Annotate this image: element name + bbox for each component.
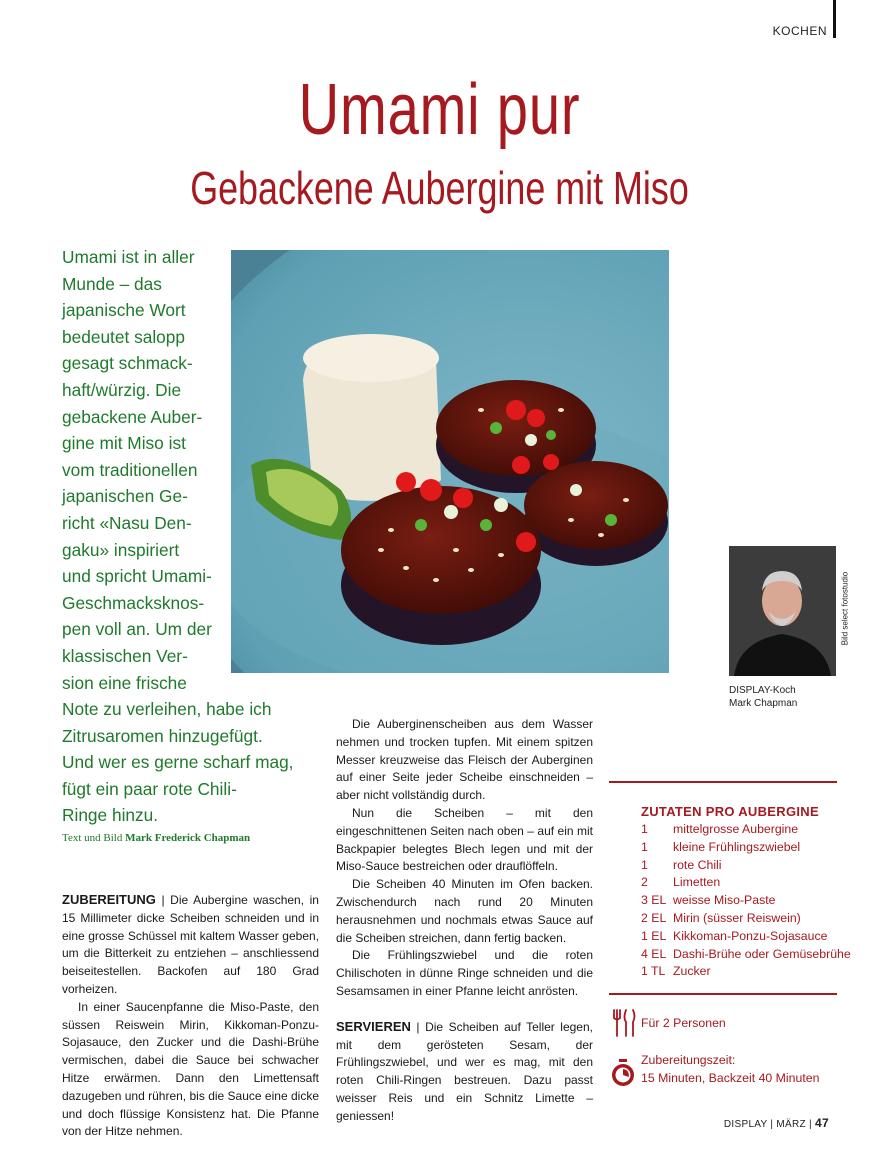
credit-name: Mark Frederick Chapman xyxy=(125,832,251,844)
page-number: 47 xyxy=(815,1116,829,1130)
intro-line: haft/würzig. Die xyxy=(62,379,182,400)
page-title: Umami pur xyxy=(298,70,581,150)
ingredient-name: mittelgrosse Aubergine xyxy=(673,822,799,836)
ingredients-bottom-rule xyxy=(609,993,837,995)
ingredient-row xyxy=(641,910,851,928)
prep-time-value: 15 Minuten, Backzeit 40 Minuten xyxy=(641,1071,820,1085)
intro-line: Zitrusaromen hinzugefügt. xyxy=(62,725,263,746)
serving-paragraph: SERVIEREN | Die Scheiben auf Teller legen, mit dem gerösteten Sesam, der Frühlingszwiebel, und wer es mag, mit den roten Chili-Ringen bestreuen. Dazu passt weisser Reis und ein Schnitz Limette – geniessen! xyxy=(336,1018,593,1123)
ingredient-row xyxy=(641,946,851,964)
ingredient-qty: 2 EL xyxy=(641,910,667,925)
cutlery-icon xyxy=(611,1008,637,1038)
intro-line: Und wer es gerne scharf mag, xyxy=(62,752,294,773)
intro-line: Umami ist in aller xyxy=(62,247,195,267)
intro-line: gaku» inspiriert xyxy=(62,539,180,560)
ingredient-name: Dashi-Brühe oder Gemüsebrühe xyxy=(673,946,851,961)
preparation-paragraph: Die Auberginenscheiben aus dem Wasser nehmen und trocken tupfen. Mit einem spitzen Messer kreuzweise das Fleisch der Auberginen auf einer Seite jeder Scheibe einschneiden – aber nicht vollständig durch. xyxy=(336,717,593,803)
ingredient-qty: 1 xyxy=(641,822,648,836)
serving-heading: SERVIEREN xyxy=(336,1018,411,1034)
ingredient-qty: 1 xyxy=(641,839,648,854)
ingredient-row xyxy=(641,874,851,892)
page-subtitle: Gebackene Aubergine mit Miso xyxy=(190,162,689,214)
author-credit xyxy=(62,832,250,844)
intro-line: Geschmacksknos- xyxy=(62,592,205,613)
ingredient-qty: 1 TL xyxy=(641,964,666,979)
ingredients-top-rule xyxy=(609,781,837,783)
intro-line: Munde – das xyxy=(62,273,162,294)
ingredient-name: weisse Miso-Paste xyxy=(673,893,776,908)
intro-wide xyxy=(62,696,322,829)
ingredient-row xyxy=(641,963,851,981)
serves-text: Für 2 Personen xyxy=(641,1016,726,1030)
photo-credit-text: Bild select fotostudio xyxy=(840,571,850,646)
intro-line: und spricht Umami- xyxy=(62,566,212,587)
preparation-paragraph: Nun die Scheiben – mit den eingeschnittenen Seiten nach oben – auf ein mit Backpapier belegtes Blech legen und mit der Miso-Sauce bestreichen oder drauflöffeln. xyxy=(336,805,593,874)
ingredient-qty: 4 EL xyxy=(641,946,667,961)
chef-photo-credit xyxy=(838,546,850,676)
intro-column xyxy=(62,244,227,696)
intro-line: gine mit Miso ist xyxy=(62,433,186,454)
section-label: KOCHEN xyxy=(772,24,827,38)
preparation-column-left xyxy=(62,891,319,1141)
intro-line: japanischen Ge- xyxy=(62,486,188,507)
chef-portrait-illustration xyxy=(729,546,836,676)
page-footer: DISPLAY | MÄRZ | 47 xyxy=(723,1116,829,1130)
ingredient-name: Limetten xyxy=(673,875,721,890)
preparation-paragraph: Die Scheiben 40 Minuten im Ofen backen. Zwischendurch nach rund 20 Minuten herausnehmen und nochmals etwas Sauce auf die Scheiben streichen, dann fertig backen. xyxy=(336,877,593,945)
footer-month: MÄRZ xyxy=(776,1119,806,1130)
prep-time-label: Zubereitungszeit: xyxy=(641,1053,736,1067)
intro-line: klassischen Ver- xyxy=(62,645,188,666)
ingredient-name: Mirin (süsser Reiswein) xyxy=(673,910,801,925)
intro-line: bedeutet salopp xyxy=(62,326,185,347)
ingredient-name: Zucker xyxy=(673,964,711,979)
ingredient-qty: 1 EL xyxy=(641,928,667,943)
intro-line: gebackene Auber- xyxy=(62,406,203,427)
ingredient-row xyxy=(641,857,851,875)
chef-caption-line2: Mark Chapman xyxy=(729,698,798,709)
ingredient-row xyxy=(641,821,851,839)
food-photo-illustration xyxy=(231,250,669,673)
ingredients-list xyxy=(641,821,851,981)
ingredient-name: rote Chili xyxy=(673,857,722,872)
stopwatch-icon xyxy=(609,1058,637,1088)
preparation-paragraph: ZUBEREITUNG | Die Aubergine waschen, in 15 Millimeter dicke Scheiben schneiden und in eine grosse Schüssel mit kaltem Wasser geben, um die Bitterkeit zu entziehen – anschliessend beiseitestellen. Backofen auf 180 Grad vorheizen. xyxy=(62,892,319,996)
ingredient-qty: 2 xyxy=(641,875,648,890)
intro-line: japanische Wort xyxy=(62,300,186,321)
preparation-paragraph: In einer Saucenpfanne die Miso-Paste, den süssen Reiswein Mirin, Kikkoman-Ponzu-Sojasauce, den Zucker und die Dashi-Brühe vermischen, dabei die Sauce bei schwacher Hitze erwärmen. Dann den Limettensaft dazugeben und rühren, bis die Sauce eine dicke und doch flüssige Konsistenz hat. Die Pfanne von der Hitze nehmen. xyxy=(62,999,319,1139)
ingredient-qty: 1 xyxy=(641,857,648,872)
intro-line: richt «Nasu Den- xyxy=(62,512,192,533)
food-photo xyxy=(231,250,669,673)
intro-line: gesagt schmack- xyxy=(62,353,193,374)
preparation-paragraph: Die Frühlingszwiebel und die roten Chilischoten in dünne Ringe schneiden und die Sesamsamen in einer Pfanne leicht anrösten. xyxy=(336,948,593,998)
ingredient-row xyxy=(641,839,851,857)
preparation-column-middle xyxy=(336,716,593,1126)
footer-magazine: DISPLAY xyxy=(723,1119,768,1130)
ingredient-name: kleine Frühlingszwiebel xyxy=(673,839,801,854)
intro-line: fügt ein paar rote Chili- xyxy=(62,778,237,799)
intro-line: pen voll an. Um der xyxy=(62,619,212,640)
chef-photo xyxy=(729,546,836,676)
preparation-heading: ZUBEREITUNG xyxy=(62,892,156,907)
chef-caption-line1: DISPLAY-Koch xyxy=(729,685,796,696)
section-marker-bar xyxy=(833,0,836,38)
intro-line: Note zu verleihen, habe ich xyxy=(62,699,272,719)
ingredient-qty: 3 EL xyxy=(641,893,667,908)
chef-caption xyxy=(729,684,797,710)
ingredient-name: Kikkoman-Ponzu-Sojasauce xyxy=(673,928,828,943)
ingredients-title: ZUTATEN PRO AUBERGINE xyxy=(641,804,819,819)
ingredient-row xyxy=(641,928,851,946)
intro-line: vom traditionellen xyxy=(62,459,198,480)
credit-prefix: Text und Bild xyxy=(62,832,123,844)
intro-line: Ringe hinzu. xyxy=(62,805,159,826)
intro-line: sion eine frische xyxy=(62,672,187,693)
ingredient-row xyxy=(641,892,851,910)
